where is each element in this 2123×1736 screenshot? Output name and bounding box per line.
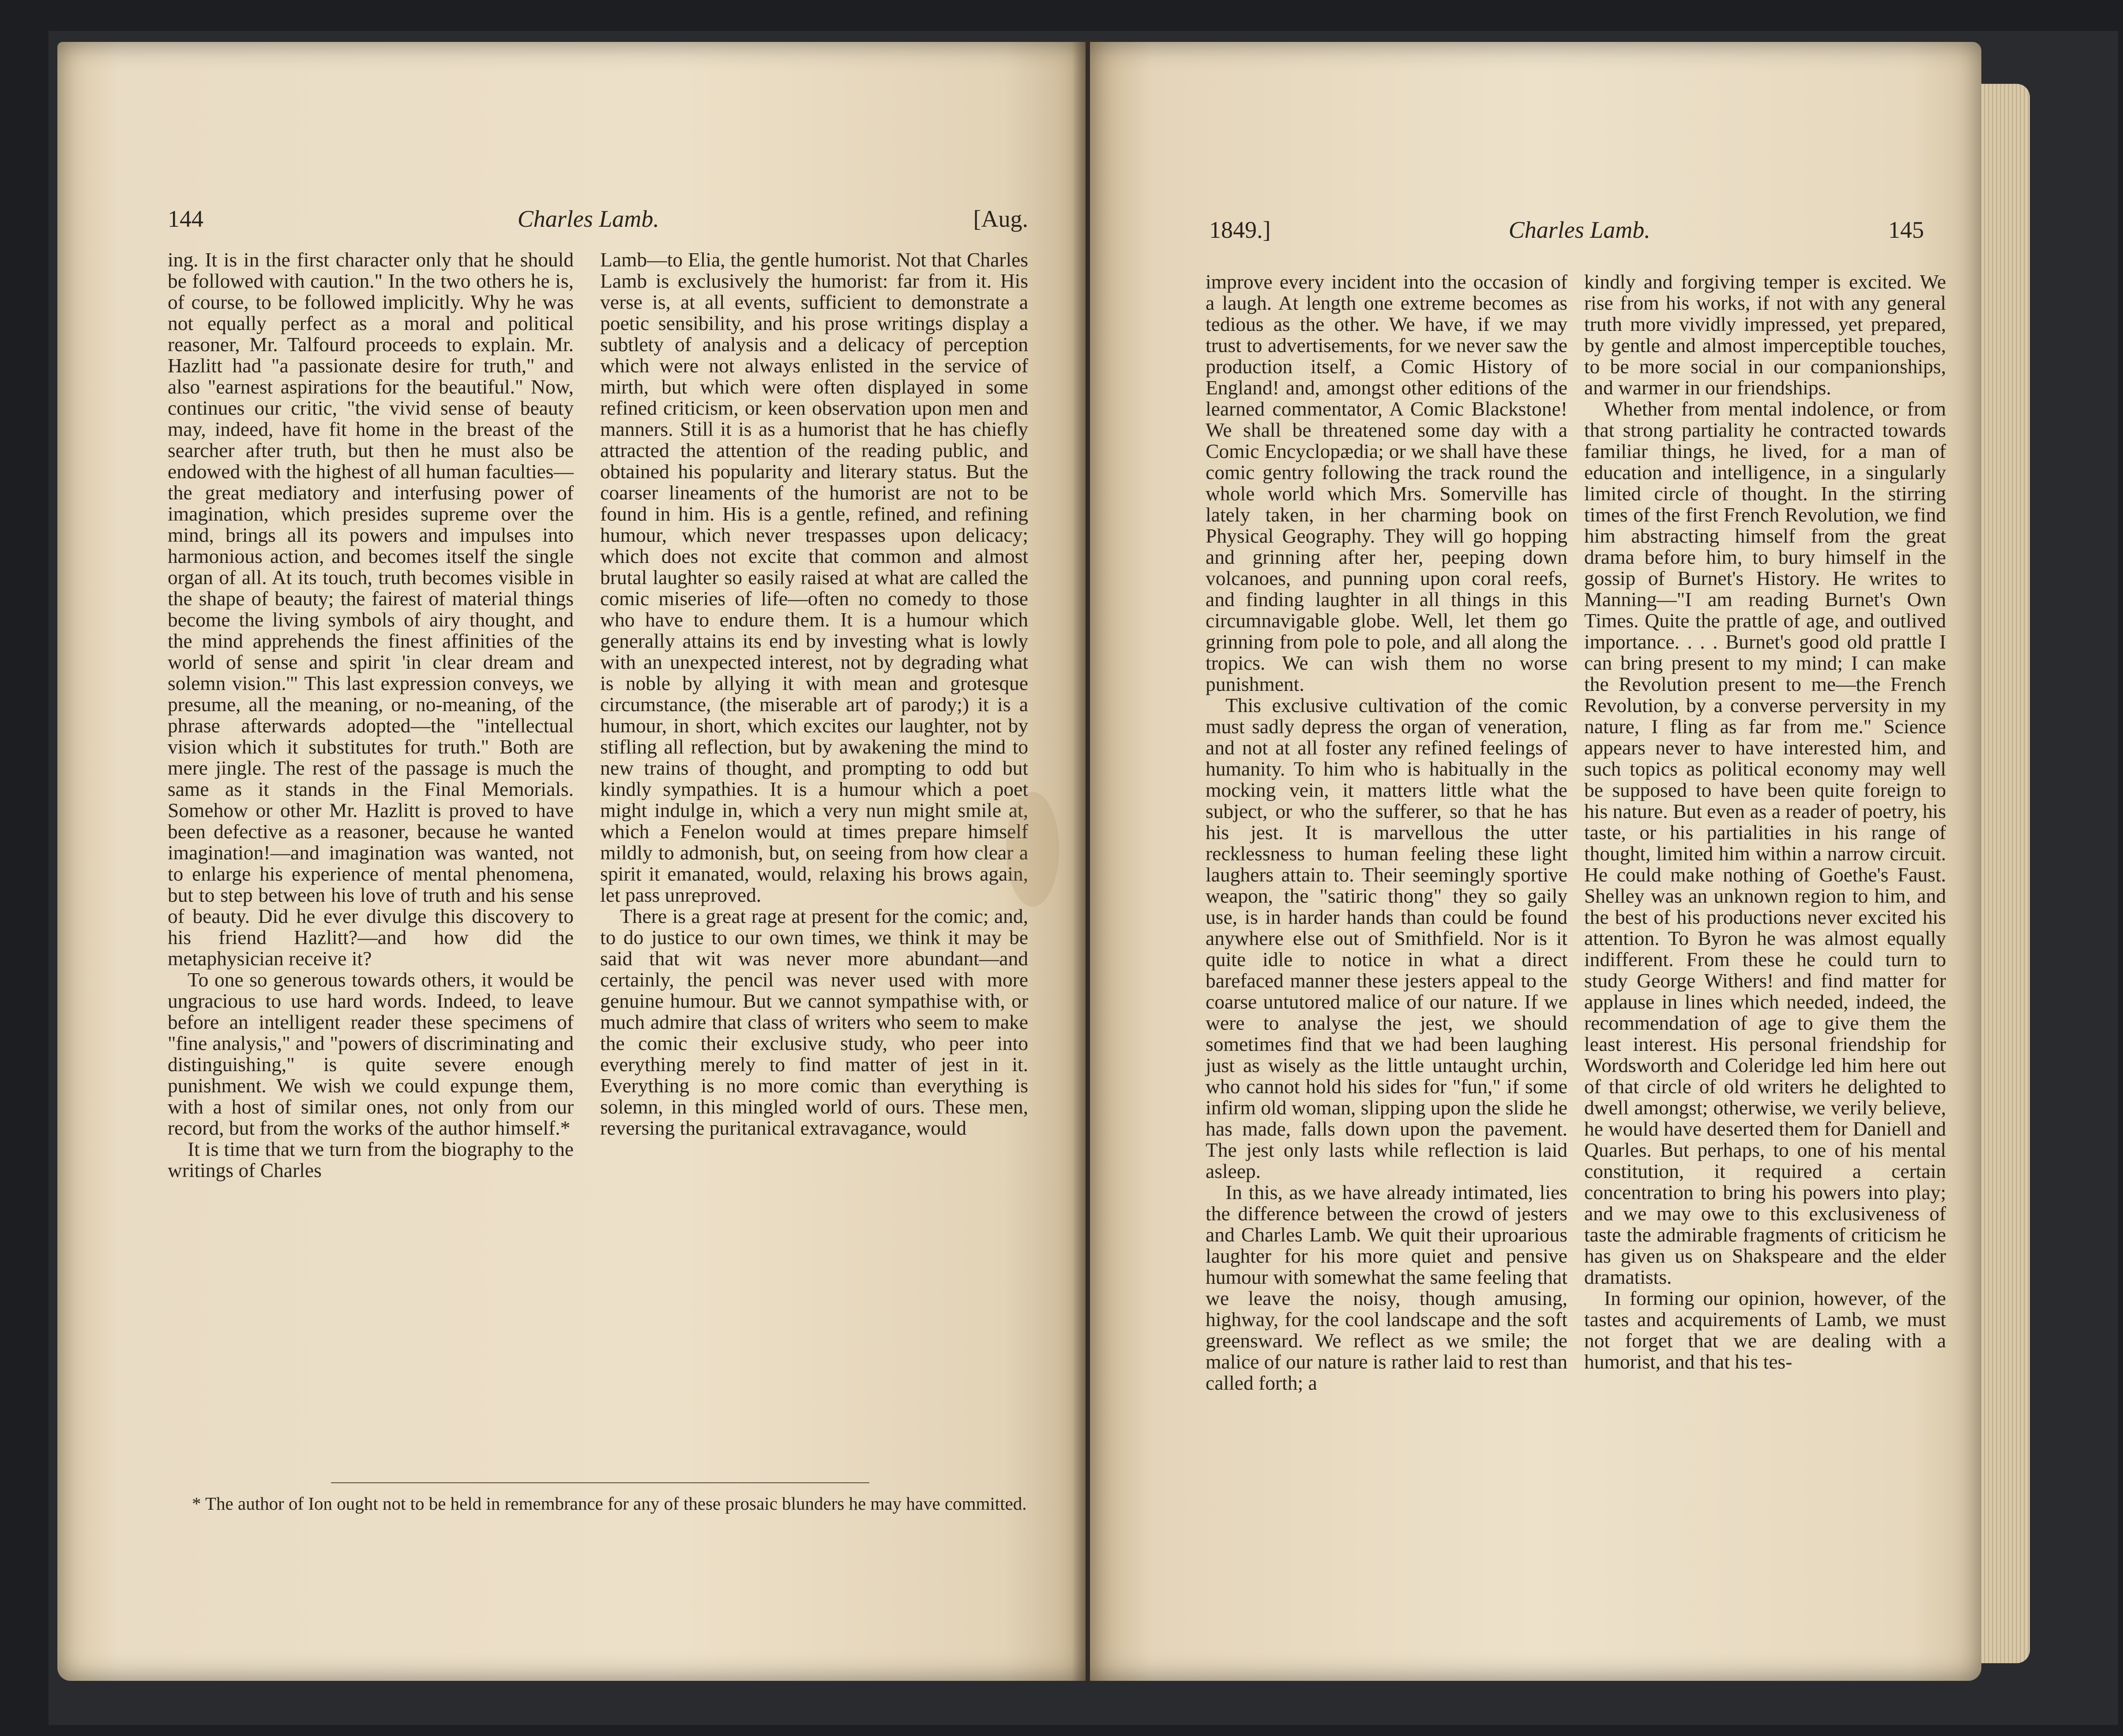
left-column-1: [168, 249, 574, 1181]
paragraph: To one so generous towards others, it would be ungracious to use hard words. Indeed, to leave before an intelligent reader these specimens of "fine analysis," and "powers of discriminating and distinguishing," is quite severe enough punishment. We wish we could expunge them, with a host of similar ones, not only from our record, but from the works of the author himself.*: [168, 968, 574, 1139]
paragraph: Lamb—to Elia, the gentle humorist. Not that Charles Lamb is exclusively the humorist: far from it. His verse is, at all events, sufficient to demonstrate a poetic sensibility, and his prose writings display a subtlety of analysis and a delicacy of perception which were not always enlisted in the service of mirth, but which were often displayed in some refined criticism, or keen observation upon men and manners. Still it is as a humorist that he has chiefly attracted the attention of the reading public, and obtained his popularity and literary status. But the coarser lineaments of the humorist are not to be found in him. His is a gentle, refined, and refining humour, which never trespasses upon delicacy; which does not excite that common and almost brutal laughter so easily raised at what are called the comic miseries of life—often no comedy to those who have to endure them. It is a humour which generally attains its end by investing what is lowly with an unexpected interest, not by degrading what is noble by allying it with mean and grotesque circumstance, (the miserable art of parody;) it is a humour, in short, which excites our laughter, not by stifling all reflection, but by awakening the mind to new trains of thought, and prompting to odd but kindly sympathies. It is a humour which a poet might indulge in, which a very nun might smile at, which a Fenelon would at times prepare himself mildly to admonish, but, on seeing from how clear a spirit it emanated, would, relaxing his brows again, let pass unreproved.: [600, 248, 1028, 906]
left-running-title: Charles Lamb.: [517, 206, 659, 232]
paragraph: improve every incident into the occasion of a laugh. At length one extreme becomes as tedious as the other. We have, if we may trust to advertisements, for we never saw the production itself, a Comic History of England! and, amongst other editions of the learned commentator, A Comic Blackstone! We shall be threatened some day with a Comic Encyclopædia; or we shall have these comic gentry following the track round the whole world which Mrs. Somerville has lately taken, in her charming book on Physical Geography. They will go hopping and grinning after her, peeping down volcanoes, and punning upon coral reefs, and finding laughter in all things in this circumnavigable globe. Well, let them go grinning from pole to pole, and all along the tropics. We can wish them no worse punishment.: [1206, 270, 1567, 695]
paragraph: There is a great rage at present for the comic; and, to do justice to our own times, we think it may be said that wit was never more abundant—and certainly, the pencil was never used with more genuine humour. But we cannot sympathise with, or much admire that class of writers who seem to make the comic their exclusive study, who peer into everything merely to find matter of jest in it. Everything is no more comic than everything is solemn, in this mingled world of ours. These men, reversing the puritanical extravagance, would: [600, 905, 1028, 1139]
paragraph: In this, as we have already intimated, lies the difference between the crowd of jesters and Charles Lamb. We quit their uproarious laughter for his more quiet and pensive humour with somewhat the same feeling that we leave the noisy, though amusing, highway, for the cool landscape and the soft greensward. We reflect as we smile; the malice of our nature is rather laid to rest than called forth; a: [1206, 1181, 1567, 1394]
left-page-number: 144: [168, 206, 203, 232]
right-column-1: [1206, 271, 1567, 1394]
left-date-bracket: [Aug.: [973, 206, 1028, 232]
paragraph: In forming our opinion, however, of the tastes and acquirements of Lamb, we must not forget that we are dealing with a humorist, and that his tes-: [1584, 1287, 1946, 1373]
footnote-rule: [331, 1482, 869, 1483]
left-page-header: [168, 205, 1028, 232]
footnote-text: * The author of Ion ought not to be held in remembrance for any of these prosaic blunders he may have committed.: [192, 1493, 1027, 1514]
paragraph: ing. It is in the first character only that he should be followed with caution." In the two others he is, of course, to be followed implicitly. Why he was not equally perfect as a moral and political reasoner, Mr. Talfourd proceeds to explain. Mr. Hazlitt had "a passionate desire for truth," and also "earnest aspirations for the beautiful." Now, continues our critic, "the vivid sense of beauty may, indeed, have fit home in the breast of the searcher after truth, but then he must also be endowed with the highest of all human faculties—the great mediatory and interfusing power of imagination, which presides supreme over the mind, brings all its powers and impulses into harmonious action, and becomes itself the single organ of all. At its touch, truth becomes visible in the shape of beauty; the fairest of material things become the living symbols of airy thought, and the mind apprehends the finest affinities of the world of sense and spirit 'in clear dream and solemn vision.'" This last expression conveys, we presume, all the meaning, or no-meaning, of the phrase afterwards adopted—the "intellectual vision which it substitutes for truth." Both are mere jingle. The rest of the passage is much the same as it stands in the Final Memorials. Somehow or other Mr. Hazlitt is proved to have been defective as a reasoner, because he wanted imagination!—and imagination was wanted, not to enlarge his experience of mental phenomena, but to step between his love of truth and his sense of beauty. Did he ever divulge this discovery to his friend Hazlitt?—and how did the metaphysician receive it?: [168, 248, 574, 970]
right-page: [1090, 42, 1981, 1681]
right-page-header: [1209, 216, 1924, 244]
left-column-2: [600, 249, 1028, 1139]
paper-stain: [1006, 792, 1059, 907]
page-edges: [1981, 84, 2030, 1663]
paragraph: This exclusive cultivation of the comic must sadly depress the organ of veneration, and not at all foster any refined feelings of humanity. To him who is habitually in the mocking vein, it matters little what the subject, or who the sufferer, so that he has his jest. It is marvellous the utter recklessness to human feeling these light laughers attain to. Their seemingly sportive weapon, the "satiric thong" they so gaily use, is in harder hands than could be found anywhere else out of Smithfield. Nor is it quite idle to notice in what a direct barefaced manner these jesters appeal to the coarse untutored malice of our nature. If we were to analyse the jest, we should sometimes find that we had been laughing just as wisely as the little untaught urchin, who cannot hold his sides for "fun," if some infirm old woman, slipping upon the slide he has made, falls down upon the pavement. The jest only lasts while reflection is laid asleep.: [1206, 694, 1567, 1182]
right-running-title: Charles Lamb.: [1508, 217, 1650, 243]
footnote: [168, 1493, 1028, 1514]
right-column-2: [1584, 271, 1946, 1372]
left-page: [57, 42, 1086, 1681]
paragraph: Whether from mental indolence, or from that strong partiality he contracted towards familiar things, he lived, for a man of education and intelligence, in a singularly limited circle of thought. In the stirring times of the first French Revolution, we find him abstracting himself from the great drama before him, to bury himself in the gossip of Burnet's History. He writes to Manning—"I am reading Burnet's Own Times. Quite the prattle of age, and outlived importance. . . . Burnet's good old prattle I can bring present to my mind; I can make the Revolution present to me—the French Revolution, by a converse perversity in my nature, I fling as far from me." Science appears never to have interested him, and such topics as political economy may well be supposed to have been quite foreign to his nature. But even as a reader of poetry, his taste, or his partialities in his range of thought, limited him within a narrow circuit. He could make nothing of Goethe's Faust. Shelley was an unknown region to him, and the best of his productions never excited his attention. To Byron he was almost equally indifferent. From these he could turn to study George Withers! and find matter for applause in lines which needed, indeed, the recommendation of age to give them the least interest. His personal friendship for Wordsworth and Coleridge led him here out of that circle of old writers he delighted to dwell amongst; otherwise, we verily believe, he would have deserted them for Daniell and Quarles. But perhaps, to one of his mental constitution, it required a certain concentration to bring his powers into play; and we may owe to this exclusiveness of taste the admirable fragments of criticism he has given us on Shakspeare and the elder dramatists.: [1584, 397, 1946, 1288]
paragraph: kindly and forgiving temper is excited. We rise from his works, if not with any general truth more vividly impressed, yet prepared, by gentle and almost imperceptible touches, to be more social in our companionships, and warmer in our friendships.: [1584, 270, 1946, 399]
right-page-number: 145: [1888, 217, 1924, 243]
paragraph: It is time that we turn from the biography to the writings of Charles: [168, 1138, 574, 1181]
right-date-bracket: 1849.]: [1209, 217, 1271, 243]
